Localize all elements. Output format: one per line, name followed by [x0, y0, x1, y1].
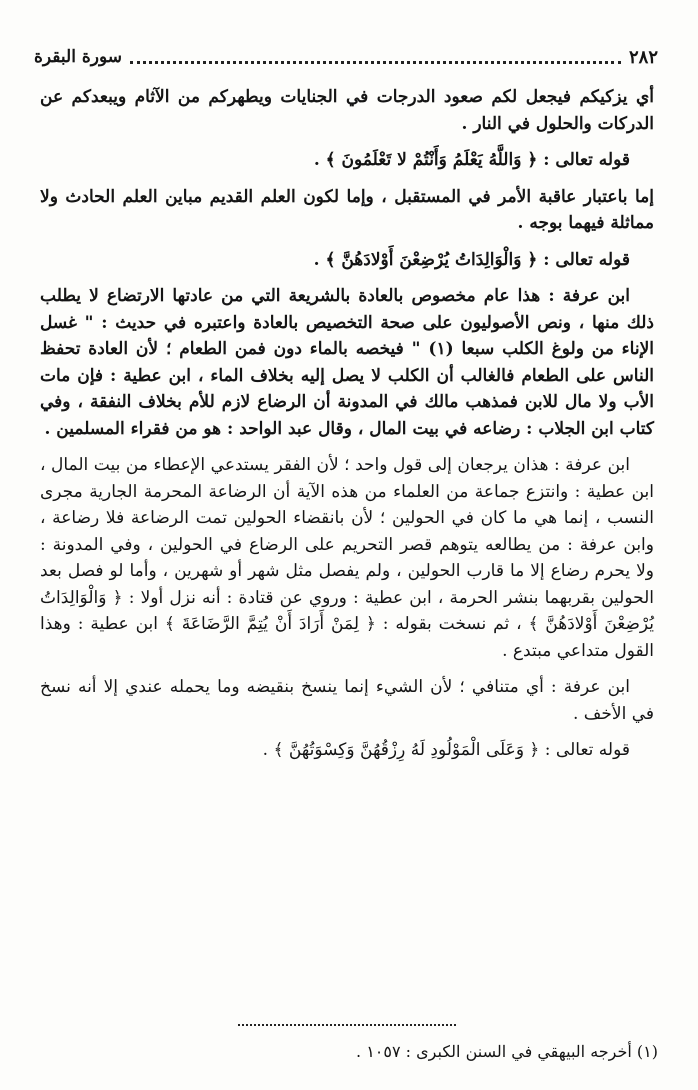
header-dotted-rule: [130, 51, 621, 64]
verse-provision-clothing: قوله تعالى : ﴿ وَعَلَى الْمَوْلُودِ لَهُ رِزْقُهُنَّ وَكِسْوَتُهُنَّ ﴾ .: [262, 740, 630, 760]
page-header: [34, 44, 658, 70]
verse-mothers-nurse: قوله تعالى : ﴿ وَالْوَالِدَاتُ يُرْضِعْنَ أَوْلادَهُنَّ ﴾ .: [313, 249, 630, 270]
paragraph-ibn-arafa-custom: ابن عرفة : هذا عام مخصوص بالعادة بالشريعة التي من عادتها الارتضاع لا يطلب ذلك منها ، ونص الأصوليون على صحة التخصيص بالعادة واعتبره في حديث : " غسل الإناء من ولوغ الكلب سبعا (١) " فيخصه بالماء دون فمن الطعام ؛ لأن العادة تحفظ الناس على الطعام فالغالب أن الكلب لا يصل إليه بخلاف الماء ، ابن عطية : فإن مات الأب ولا مال للابن فمذهب مالك في المدونة أن الرضاع لازم للأم بخلاف النفقة ، وفي كتاب ابن الجلاب : رضاعه في بيت المال ، وقال عبد الواحد : هو من فقراء المسلمين .: [40, 286, 654, 439]
paragraph-two-years: ابن عرفة : هذان يرجعان إلى قول واحد ؛ لأن الفقر يستدعي الإعطاء من بيت المال ، ابن عطية : وانتزع جماعة من العلماء من هذه الآية أن الرضاعة المحرمة الجارية مجرى النسب ، إنما هي ما كان في الحولين ؛ لأن بانقضاء الحولين تمت الرضاعة فلا رضاعة ، وابن عرفة : من يطالعه يتوهم قصر التحريم على الرضاع في الحولين ، وفي المدونة : ولا يحرم رضاع إلا ما قارب الحولين ، ولم يفصل مثل شهر أو شهرين ، وأما لو فصل بعد الحولين بقربهما بنشر الحرمة ، ابن عطية : وروي عن قتادة : أنه نزل أولا : ﴿ وَالْوَالِدَاتُ يُرْضِعْنَ أَوْلادَهُنَّ ﴾ ، ثم نسخت بقوله : ﴿ لِمَنْ أَرَادَ أَنْ يُتِمَّ الرَّضَاعَةَ ﴾ ابن عطية : وهذا القول متداعي مبتدع .: [40, 455, 654, 661]
footnote-divider: [238, 1024, 456, 1026]
footnote: (١) أخرجه البيهقي في السنن الكبرى : ١٠٥٧ .: [356, 1042, 658, 1061]
page-number: ٢٨٢: [628, 46, 658, 68]
verse-allah-knows: قوله تعالى : ﴿ وَاللَّهُ يَعْلَمُ وَأَنْتُمْ لا تَعْلَمُونَ ﴾ .: [313, 150, 630, 170]
paragraph-purification: أي يزكيكم فيجعل لكم صعود الدرجات في الجنايات ويطهركم من الآثام ويبعدكم عن الدركات والحلول في النار .: [40, 87, 654, 134]
paragraph-knowledge: إما باعتبار عاقبة الأمر في المستقبل ، وإما لكون العلم القديم مباين العلم الحادث ولا مماثلة فيهما بوجه .: [40, 186, 654, 233]
surah-title: سورة البقرة: [34, 47, 122, 67]
paragraph-abrogation: ابن عرفة : أي متنافي ؛ لأن الشيء إنما ينسخ بنقيضه وما يحمله عندي إلا أنه نسخ في الأخف .: [40, 677, 654, 724]
page-body: [40, 84, 654, 764]
